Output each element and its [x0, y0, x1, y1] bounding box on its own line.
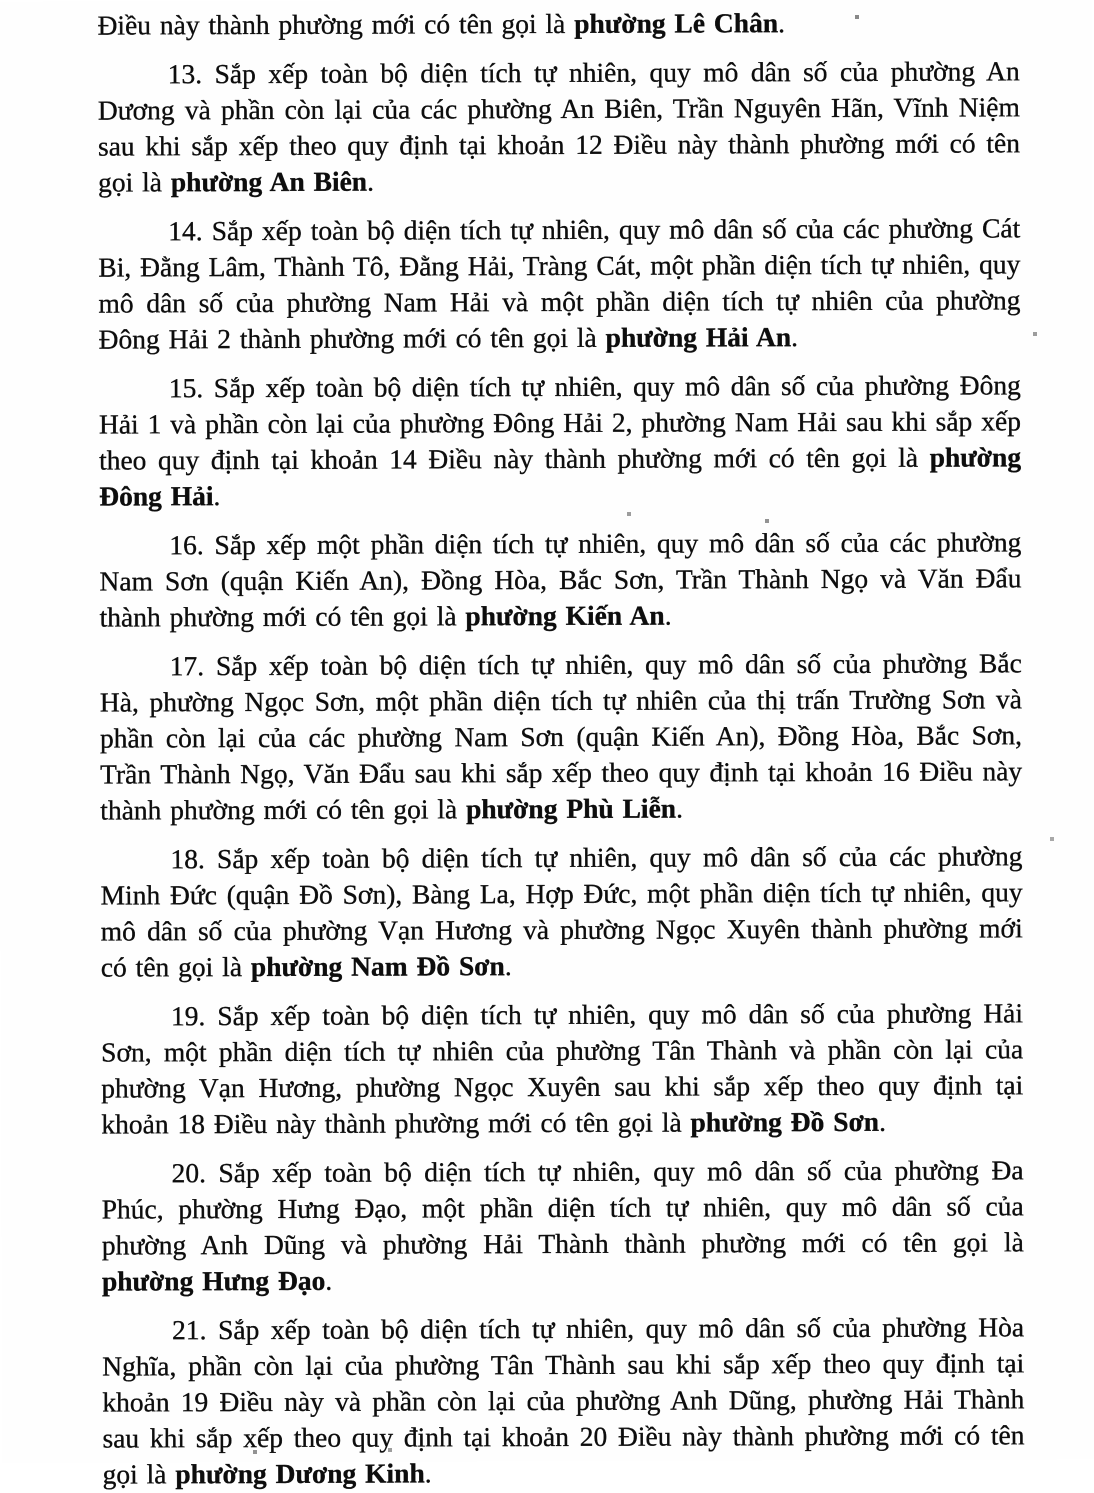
paragraph-20: [101, 1152, 1023, 1299]
text-segment: 15. Sắp xếp toàn bộ diện tích tự nhiên, quy mô dân số của phường Đông Hải 1 và phần còn lại của phường Đông Hải 2, phường Nam Hải sau khi sắp xếp theo quy định tại khoản 14 Điều này thành phường mới có tên gọi là: [98, 369, 1021, 476]
text-segment: .: [879, 1105, 886, 1137]
text-segment: 14. Sắp xếp toàn bộ diện tích tự nhiên, quy mô dân số của các phường Cát Bi, Đằng Lâm, Thành Tô, Đằng Hải, Tràng Cát, một phần diện tích tự nhiên, quy mô dân số của phường Nam Hải và một phần diện tích tự nhiên của phường Đông Hải 2 thành phường mới có tên gọi là: [98, 212, 1021, 355]
paragraph-21: [102, 1309, 1025, 1492]
text-segment: 21. Sắp xếp toàn bộ diện tích tự nhiên, quy mô dân số của phường Hòa Nghĩa, phần còn lại của phường Tân Thành sau khi sắp xếp theo quy định tại khoản 19 Điều này và phần còn lại của phường Anh Dũng, phường Hải Thành sau khi sắp xếp theo quy định tại khoản 20 Điều này thành phường mới có tên gọi là: [102, 1311, 1025, 1490]
paragraph-continuation: [97, 4, 1019, 43]
document-body: [97, 4, 1024, 1492]
paragraph-19: [101, 995, 1023, 1142]
text-segment: Điều này thành phường mới có tên gọi là: [97, 7, 575, 41]
text-segment: .: [367, 165, 374, 197]
text-segment: .: [675, 792, 683, 824]
ward-name-bold: phường Đông Hải: [99, 441, 1022, 512]
ward-name-bold: phường Kiến An: [465, 599, 665, 632]
ward-name-bold: phường Hưng Đạo: [101, 1264, 326, 1297]
ward-name-bold: phường Hải An: [605, 321, 792, 353]
text-segment: .: [424, 1457, 432, 1489]
text-segment: 19. Sắp xếp toàn bộ diện tích tự nhiên, quy mô dân số của phường Hải Sơn, một phần diện tích tự nhiên của phường Tân Thành và phần còn lại của phường Vạn Hương, phường Ngọc Xuyên sau khi sắp xếp theo quy định tại khoản 18 Điều này thành phường mới có tên gọi là: [101, 997, 1024, 1140]
text-segment: 18. Sắp xếp toàn bộ diện tích tự nhiên, quy mô dân số của các phường Minh Đức (quận Đồ Sơn), Bàng La, Hợp Đức, một phần diện tích tự nhiên, quy mô dân số của phường Vạn Hương và phường Ngọc Xuyên thành phường mới có tên gọi là: [100, 840, 1023, 983]
text-segment: 16. Sắp xếp một phần diện tích tự nhiên, quy mô dân số của các phường Nam Sơn (quận Kiến An), Đồng Hòa, Bắc Sơn, Trần Thành Ngọ và Văn Đẩu thành phường mới có tên gọi là: [99, 526, 1022, 633]
paragraph-13: [98, 53, 1020, 200]
text-segment: .: [504, 950, 512, 982]
text-segment: .: [778, 7, 786, 39]
text-segment: .: [325, 1264, 333, 1296]
text-segment: .: [213, 480, 221, 512]
ward-name-bold: phường Dương Kinh: [175, 1457, 425, 1490]
text-segment: 17. Sắp xếp toàn bộ diện tích tự nhiên, quy mô dân số của phường Bắc Hà, phường Ngọc Sơn, một phần diện tích tự nhiên của thị trấn Trường Sơn và phần còn lại của các phường Nam Sơn (quận Kiến An), Đồng Hòa, Bắc Sơn, Trần Thành Ngọ, Văn Đẩu sau khi sắp xếp theo quy định tại khoản 16 Điều này thành phường mới có tên gọi là: [99, 647, 1023, 826]
ward-name-bold: phường Nam Đồ Sơn: [250, 950, 505, 983]
text-segment: 20. Sắp xếp toàn bộ diện tích tự nhiên, quy mô dân số của phường Đa Phúc, phường Hưng Đạo, một phần diện tích tự nhiên, quy mô dân số của phường Anh Dũng và phường Hải Thành thành phường mới có tên gọi là: [101, 1154, 1024, 1261]
paragraph-18: [100, 838, 1022, 985]
paragraph-17: [100, 645, 1023, 828]
ward-name-bold: phường Đồ Sơn: [690, 1105, 880, 1138]
paragraph-15: [99, 367, 1021, 514]
text-segment: 13. Sắp xếp toàn bộ diện tích tự nhiên, quy mô dân số của phường An Dương và phần còn lại của các phường An Biên, Trần Nguyên Hãn, Vĩnh Niệm sau khi sắp xếp theo quy định tại khoản 12 Điều này thành phường mới có tên gọi là: [97, 55, 1021, 198]
text-segment: .: [664, 599, 672, 631]
paragraph-16: [99, 524, 1021, 635]
text-segment: .: [791, 321, 799, 353]
ward-name-bold: phường Lê Chân: [574, 7, 779, 39]
ward-name-bold: phường An Biên: [170, 165, 368, 198]
ward-name-bold: phường Phù Liễn: [465, 792, 677, 825]
paragraph-14: [98, 210, 1020, 357]
